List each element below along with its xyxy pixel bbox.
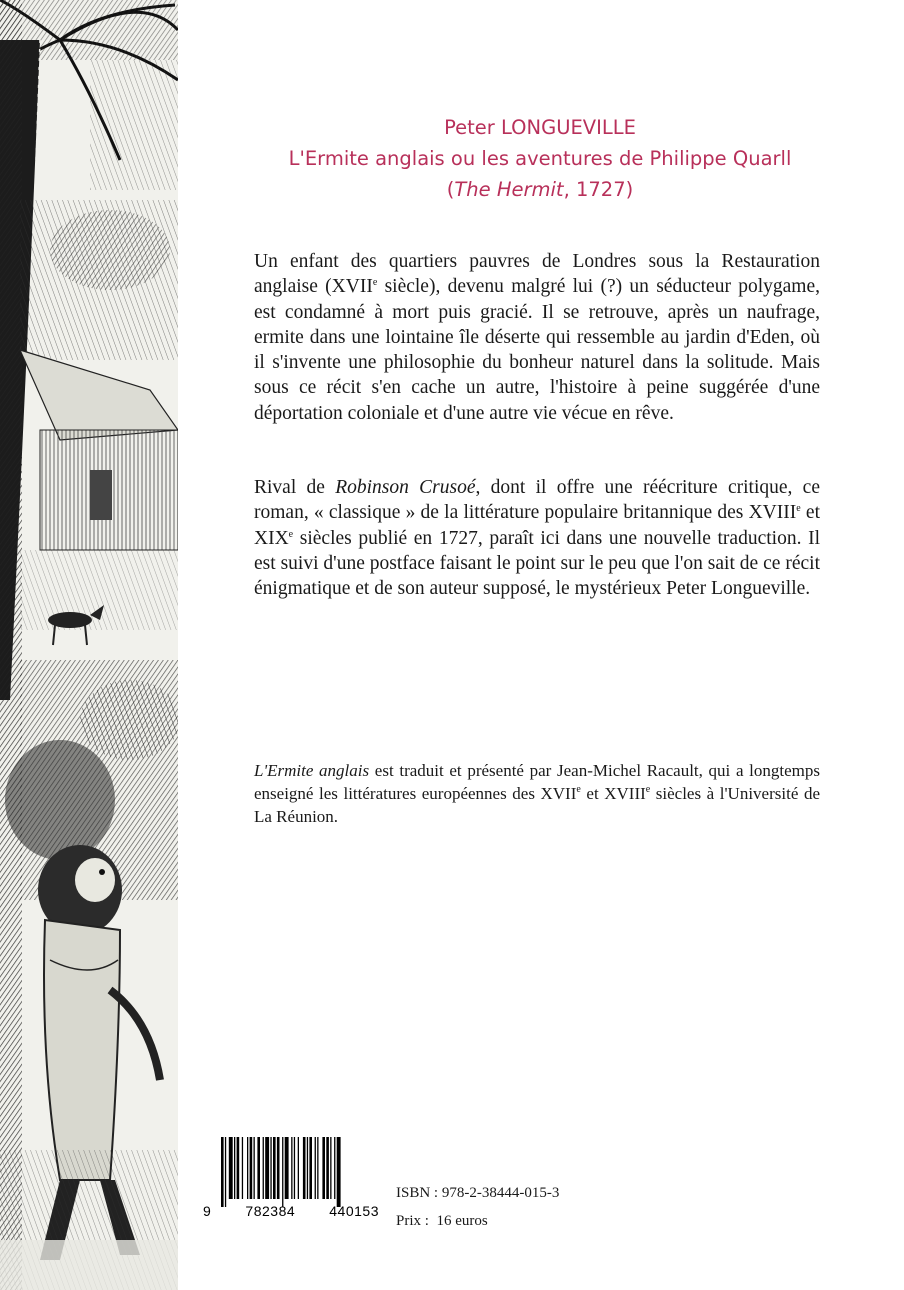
barcode-digits xyxy=(203,1203,379,1219)
barcode-bar xyxy=(254,1137,255,1199)
translator-text-1: est traduit et présenté par Jean-Michel Racault, qui a longtemps enseigné les littératures européennes des XVII xyxy=(254,761,821,803)
robinson-title: Robinson Crusoé xyxy=(335,477,476,498)
translator-text-2: et XVIII xyxy=(580,784,646,803)
context-paragraph xyxy=(254,475,820,601)
synopsis-text-1: Un enfant des quartiers pauvres de Londres sous la Restauration anglaise (XVII xyxy=(254,251,820,298)
barcode-bar xyxy=(257,1137,260,1199)
original-title-line xyxy=(220,174,860,205)
translator-paragraph xyxy=(254,759,820,828)
isbn-value: 978-2-38444-015-3 xyxy=(441,1185,560,1201)
price-value: 16 euros xyxy=(436,1213,488,1229)
cover-illustration xyxy=(0,0,178,1290)
barcode-bar xyxy=(309,1137,312,1199)
barcode-bar xyxy=(334,1137,335,1199)
barcode-bar xyxy=(234,1137,235,1199)
original-title: The Hermit xyxy=(454,178,564,201)
barcode-bar xyxy=(265,1137,269,1199)
barcode-bar xyxy=(277,1137,280,1199)
barcode-bar xyxy=(337,1137,341,1207)
context-text-3: et XIX xyxy=(254,502,820,549)
barcode-bar xyxy=(270,1137,271,1199)
book-title: L'Ermite anglais ou les aventures de Philippe Quarll xyxy=(288,147,792,170)
superscript: e xyxy=(372,277,378,289)
superscript: e xyxy=(645,784,651,795)
synopsis-paragraph xyxy=(254,249,820,426)
barcode-bar xyxy=(291,1137,292,1199)
isbn-row xyxy=(396,1179,559,1207)
translator-text-3: siècles à l'Université de La Réunion. xyxy=(254,784,820,826)
original-year: , 1727) xyxy=(563,178,634,201)
barcode-bar xyxy=(294,1137,295,1199)
context-text-1: Rival de xyxy=(254,477,336,498)
barcode-bar xyxy=(237,1137,240,1199)
barcode-bar xyxy=(282,1137,283,1207)
barcode-bar xyxy=(315,1137,316,1199)
barcode-bar xyxy=(225,1137,226,1207)
barcode-bar xyxy=(285,1137,289,1199)
barcode-bar xyxy=(326,1137,329,1199)
barcode-digits-right: 440153 xyxy=(329,1203,379,1219)
barcode-digits-left: 782384 xyxy=(245,1203,296,1219)
isbn-label: ISBN : xyxy=(396,1185,442,1201)
author-name: Peter LONGUEVILLE xyxy=(444,116,636,139)
book-title-italic: L'Ermite anglais xyxy=(254,761,370,780)
barcode-digit-first: 9 xyxy=(203,1203,212,1219)
barcode-bar xyxy=(247,1137,248,1199)
barcode-bar xyxy=(250,1137,253,1199)
context-text-4: siècles publié en 1727, paraît ici dans une nouvelle traduction. Il est suivi d'une postface faisant le point sur le peu que l'on sait de ce récit énigmatique et de son auteur supposé, le mystérieux Peter Longueville. xyxy=(254,527,820,600)
barcode-bar xyxy=(263,1137,264,1199)
superscript: e xyxy=(288,528,294,540)
superscript: e xyxy=(576,784,581,795)
barcode-bar xyxy=(307,1137,308,1199)
superscript: e xyxy=(796,503,801,515)
isbn-price-block xyxy=(396,1179,559,1235)
price-label: Prix : xyxy=(396,1213,437,1229)
title-block xyxy=(220,112,860,205)
barcode-bar xyxy=(330,1137,331,1199)
barcode-bar xyxy=(229,1137,233,1199)
barcode-bar xyxy=(221,1137,224,1207)
barcode-bars xyxy=(203,1137,379,1207)
barcode-bar xyxy=(317,1137,318,1199)
barcode-bar xyxy=(273,1137,276,1199)
barcode-bar xyxy=(298,1137,299,1199)
barcode-bar xyxy=(322,1137,325,1199)
context-text-2: , dont il offre une réécriture critique, ce roman, « classique » de la littérature populaire britannique des XVIII xyxy=(254,477,820,524)
barcode-bar xyxy=(242,1137,243,1199)
barcode-bar xyxy=(303,1137,306,1199)
synopsis-text-2: siècle), devenu malgré lui (?) un séducteur polygame, est condamné à mort puis gracié. Il se retrouve, après un naufrage, ermite dans une lointaine île déserte qui ressemble au jardin d'Eden, où il s'invente une philosophie du bonheur naturel dans la solitude. Mais sous ce récit s'en cache un autre, l'histoire à peine suggérée d'une déportation coloniale et d'une autre vie vécue en rêve. xyxy=(254,276,820,424)
price-row xyxy=(396,1207,559,1235)
isbn-barcode xyxy=(203,1137,379,1223)
paren-open: ( xyxy=(446,178,455,201)
